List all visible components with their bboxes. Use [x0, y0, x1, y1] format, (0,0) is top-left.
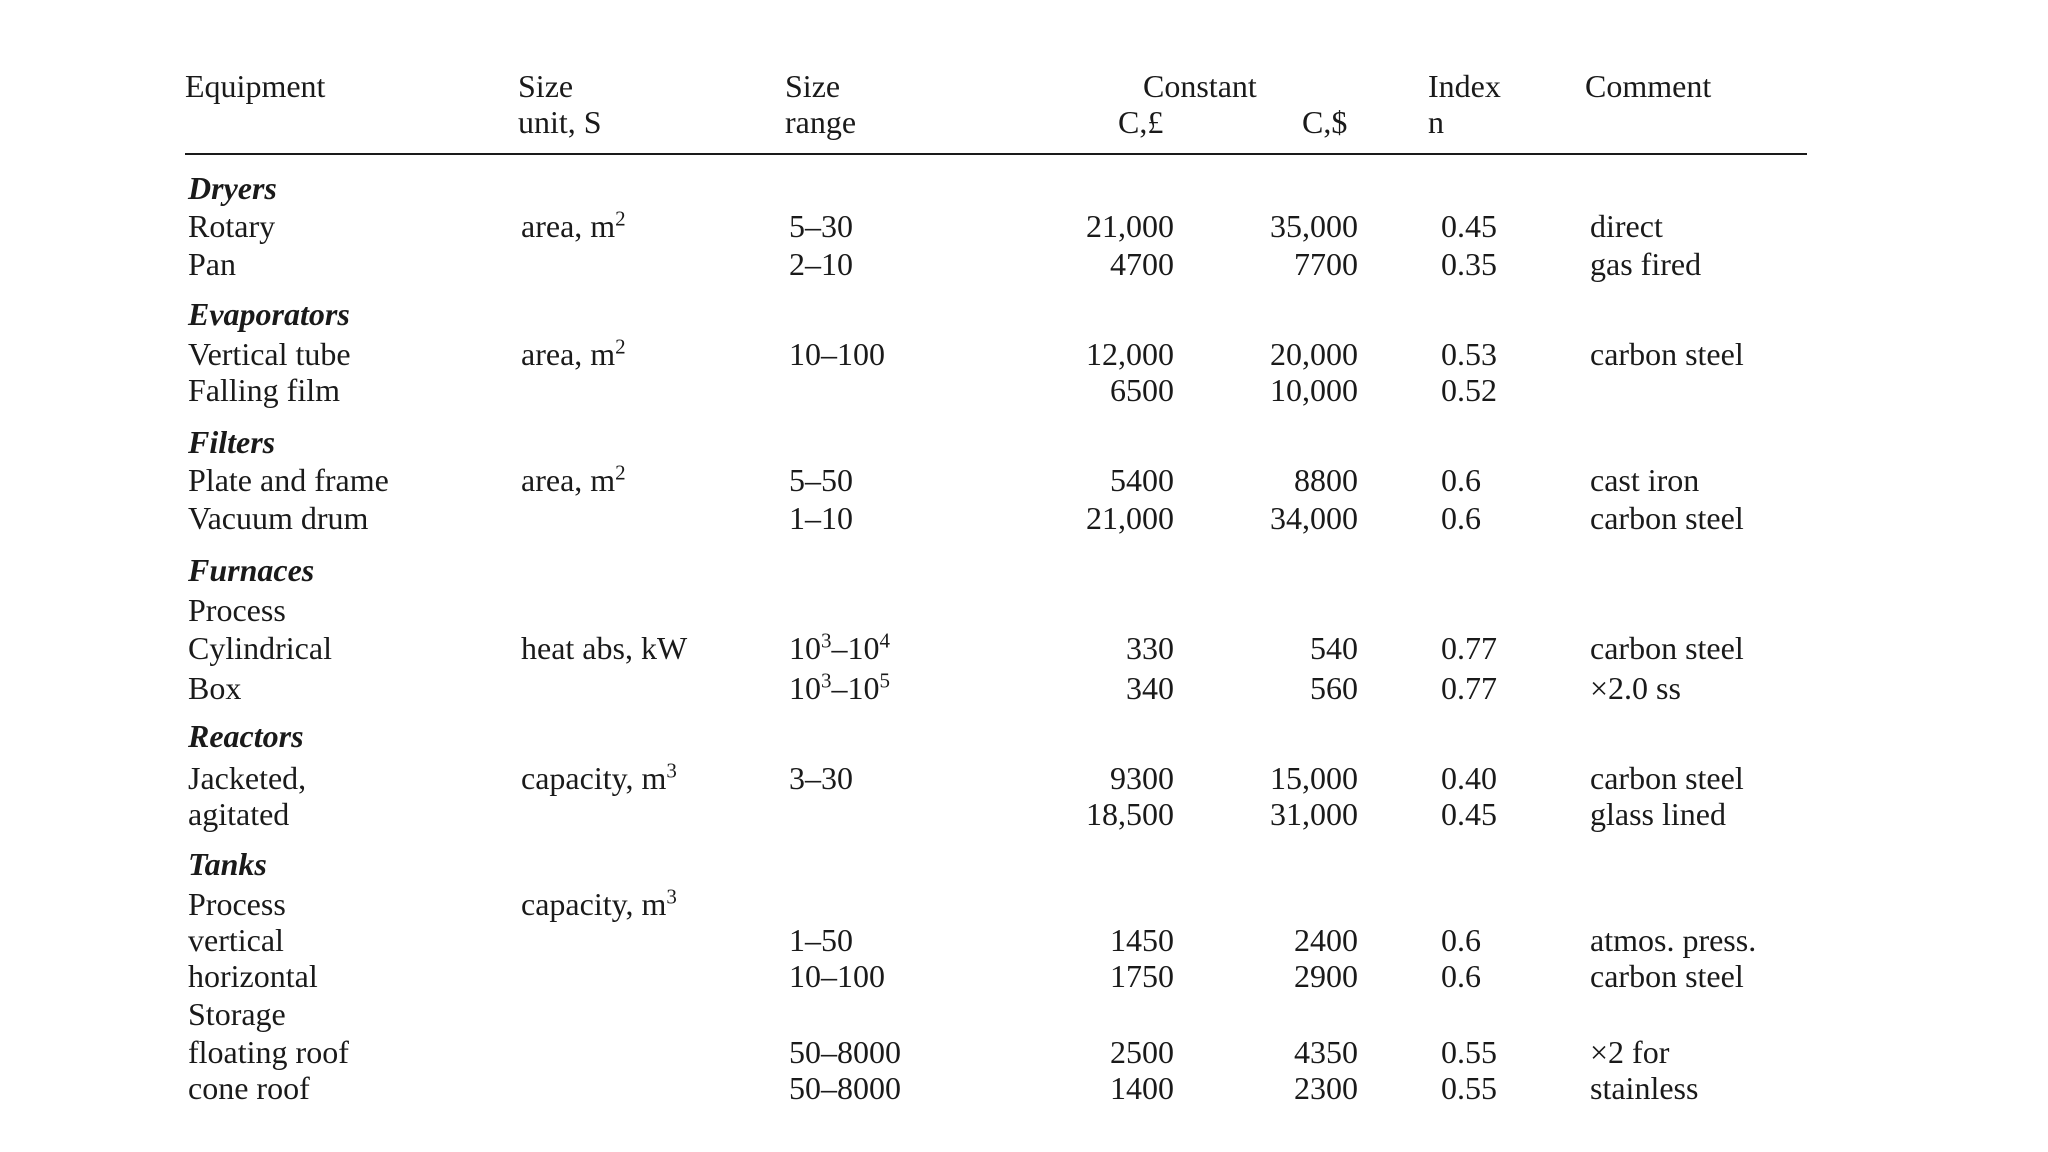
cell-index: 0.45	[1441, 208, 1497, 244]
cell-index: 0.52	[1441, 372, 1497, 408]
cell-equipment: Jacketed,	[188, 760, 307, 796]
cell-equipment: Plate and frame	[188, 462, 389, 498]
cell-index: 0.6	[1441, 500, 1481, 536]
cell-constant-dollar: 4350	[1294, 1034, 1358, 1070]
cell-index: 0.45	[1441, 796, 1497, 832]
cell-size-range	[789, 668, 890, 706]
size-unit-text: capacity, m	[521, 760, 667, 796]
cell-comment: cast iron	[1590, 462, 1700, 498]
size-range-text: 1–10	[789, 500, 853, 536]
cell-index: 0.6	[1441, 462, 1481, 498]
cell-comment: ×2 for	[1590, 1034, 1670, 1070]
cell-constant-dollar: 8800	[1294, 462, 1358, 498]
header-size-unit-line2: unit, S	[518, 104, 602, 140]
cell-constant-dollar: 7700	[1294, 246, 1358, 282]
cell-equipment: Vertical tube	[188, 336, 351, 372]
cell-comment: carbon steel	[1590, 760, 1744, 796]
size-unit-exponent: 3	[666, 884, 677, 909]
cell-size-range	[789, 502, 853, 534]
cell-constant-pound: 21,000	[1086, 208, 1174, 244]
cell-index: 0.53	[1441, 336, 1497, 372]
cell-equipment: Cylindrical	[188, 630, 332, 666]
size-unit-exponent: 3	[666, 758, 677, 783]
cell-comment: carbon steel	[1590, 958, 1744, 994]
cell-equipment: vertical	[188, 922, 284, 958]
cell-equipment: Process	[188, 886, 286, 922]
cell-constant-pound: 6500	[1110, 372, 1174, 408]
cell-comment: glass lined	[1590, 796, 1726, 832]
cell-equipment: agitated	[188, 796, 290, 832]
cell-size-range	[789, 464, 853, 496]
cell-index: 0.77	[1441, 630, 1497, 666]
cell-constant-pound: 4700	[1110, 246, 1174, 282]
cell-constant-pound: 5400	[1110, 462, 1174, 498]
size-range-exponent: 3	[821, 668, 832, 693]
cell-equipment: horizontal	[188, 958, 318, 994]
group-heading: Filters	[188, 424, 276, 460]
cell-index: 0.40	[1441, 760, 1497, 796]
group-heading: Furnaces	[188, 552, 315, 588]
cell-size-range	[789, 960, 885, 992]
cell-size-unit	[521, 758, 677, 796]
header-size-unit-line1: Size	[518, 68, 574, 104]
cell-comment: gas fired	[1590, 246, 1702, 282]
cell-index: 0.55	[1441, 1034, 1497, 1070]
size-range-text: 10	[789, 670, 821, 706]
size-range-exponent: 4	[879, 628, 890, 653]
cell-size-unit	[521, 632, 687, 664]
cell-constant-pound: 2500	[1110, 1034, 1174, 1070]
cell-size-range	[789, 924, 853, 956]
cell-comment: carbon steel	[1590, 630, 1744, 666]
cell-size-range	[789, 1072, 901, 1104]
cell-constant-pound: 12,000	[1086, 336, 1174, 372]
cell-size-range	[789, 210, 853, 242]
size-range-exponent: 3	[821, 628, 832, 653]
header-comment: Comment	[1585, 68, 1712, 104]
cell-constant-dollar: 2900	[1294, 958, 1358, 994]
cell-constant-pound: 21,000	[1086, 500, 1174, 536]
size-range-exponent: 5	[879, 668, 890, 693]
cell-size-unit	[521, 460, 626, 498]
size-range-text: –10	[831, 630, 880, 666]
header-constant: Constant	[1143, 68, 1257, 104]
cell-constant-dollar: 15,000	[1270, 760, 1358, 796]
size-unit-text: area, m	[521, 208, 616, 244]
cell-size-range	[789, 338, 885, 370]
cell-comment: stainless	[1590, 1070, 1699, 1106]
size-unit-text: area, m	[521, 462, 616, 498]
size-range-text: 50–8000	[789, 1034, 901, 1070]
cell-equipment: Storage	[188, 996, 286, 1032]
header-equipment: Equipment	[185, 68, 326, 104]
cell-size-range	[789, 628, 890, 666]
size-range-text: 3–30	[789, 760, 853, 796]
cell-constant-dollar: 560	[1310, 670, 1358, 706]
cell-comment: carbon steel	[1590, 500, 1744, 536]
group-heading: Evaporators	[188, 296, 350, 332]
header-index-line1: Index	[1428, 68, 1501, 104]
header-c-dollar: C,$	[1302, 104, 1348, 140]
size-unit-text: capacity, m	[521, 886, 667, 922]
cell-size-unit	[521, 334, 626, 372]
cell-size-range	[789, 248, 853, 280]
group-heading: Dryers	[188, 170, 277, 206]
cell-size-unit	[521, 884, 677, 922]
header-size-range-line2: range	[785, 104, 857, 140]
header-size-range-line1: Size	[785, 68, 841, 104]
cell-index: 0.6	[1441, 958, 1481, 994]
cell-index: 0.55	[1441, 1070, 1497, 1106]
group-heading: Reactors	[188, 718, 304, 754]
cell-equipment: Falling film	[188, 372, 340, 408]
cell-index: 0.77	[1441, 670, 1497, 706]
cell-index: 0.35	[1441, 246, 1497, 282]
cell-constant-dollar: 540	[1310, 630, 1358, 666]
cell-equipment: floating roof	[188, 1034, 349, 1070]
size-range-text: 10–100	[789, 958, 885, 994]
header-rule	[185, 153, 1807, 155]
cell-equipment: Pan	[188, 246, 236, 282]
cell-constant-pound: 9300	[1110, 760, 1174, 796]
size-range-text: 5–50	[789, 462, 853, 498]
group-heading: Tanks	[188, 846, 267, 882]
header-c-pound: C,£	[1118, 104, 1164, 140]
size-range-text: 10	[789, 630, 821, 666]
cell-constant-pound: 18,500	[1086, 796, 1174, 832]
cell-constant-dollar: 31,000	[1270, 796, 1358, 832]
cell-constant-pound: 330	[1126, 630, 1174, 666]
cell-index: 0.6	[1441, 922, 1481, 958]
cell-constant-dollar: 35,000	[1270, 208, 1358, 244]
cell-equipment: cone roof	[188, 1070, 310, 1106]
cell-equipment: Rotary	[188, 208, 276, 244]
size-unit-exponent: 2	[615, 334, 626, 359]
size-range-text: 50–8000	[789, 1070, 901, 1106]
size-unit-exponent: 2	[615, 460, 626, 485]
cell-equipment: Process	[188, 592, 286, 628]
size-range-text: –10	[831, 670, 880, 706]
cell-constant-dollar: 34,000	[1270, 500, 1358, 536]
cell-size-unit	[521, 206, 626, 244]
cell-comment: ×2.0 ss	[1590, 670, 1681, 706]
cell-constant-dollar: 10,000	[1270, 372, 1358, 408]
cell-equipment: Vacuum drum	[188, 500, 369, 536]
cell-comment: direct	[1590, 208, 1663, 244]
cell-size-range	[789, 762, 853, 794]
cell-constant-dollar: 2400	[1294, 922, 1358, 958]
cell-equipment: Box	[188, 670, 242, 706]
size-range-text: 1–50	[789, 922, 853, 958]
size-unit-text: heat abs, kW	[521, 630, 688, 666]
size-range-text: 10–100	[789, 336, 885, 372]
size-range-text: 5–30	[789, 208, 853, 244]
cell-constant-pound: 1450	[1110, 922, 1174, 958]
cell-constant-pound: 1400	[1110, 1070, 1174, 1106]
size-unit-text: area, m	[521, 336, 616, 372]
size-unit-exponent: 2	[615, 206, 626, 231]
cell-constant-pound: 340	[1126, 670, 1174, 706]
cell-constant-pound: 1750	[1110, 958, 1174, 994]
cell-size-range	[789, 1036, 901, 1068]
cell-comment: carbon steel	[1590, 336, 1744, 372]
size-range-text: 2–10	[789, 246, 853, 282]
cell-constant-dollar: 2300	[1294, 1070, 1358, 1106]
header-index-line2: n	[1428, 104, 1444, 140]
cell-comment: atmos. press.	[1590, 922, 1757, 958]
cell-constant-dollar: 20,000	[1270, 336, 1358, 372]
